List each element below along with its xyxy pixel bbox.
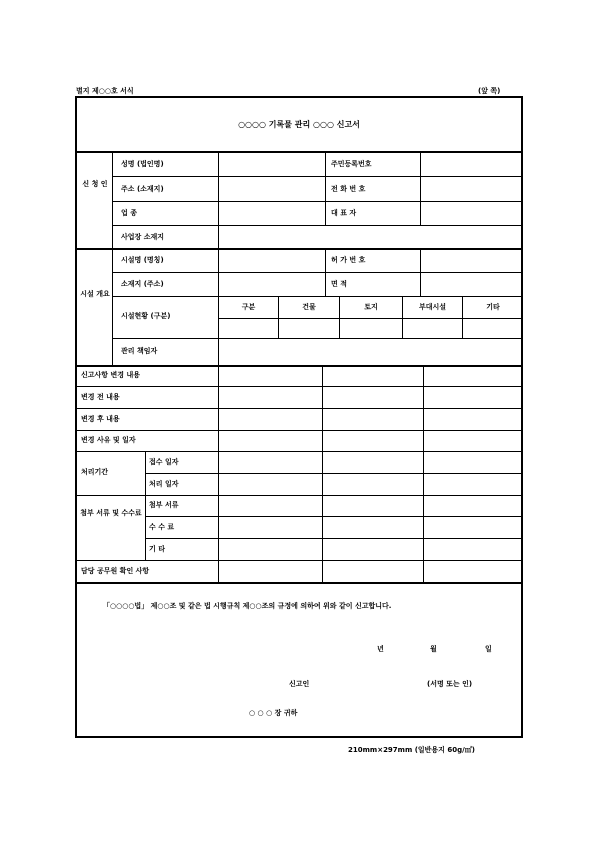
divider <box>77 495 523 496</box>
signature-field[interactable]: (서명 또는 인) <box>427 680 473 688</box>
divider <box>77 451 523 452</box>
facility-column-header: 토지 <box>364 303 378 311</box>
applicant-site-label: 사업장 소재지 <box>121 233 165 241</box>
divider <box>420 151 421 225</box>
facility-area-label: 면 적 <box>331 280 347 288</box>
facility-column-header: 구분 <box>241 303 256 311</box>
divider <box>325 151 326 225</box>
facility-manager-label: 관리 책임자 <box>121 347 158 355</box>
divider <box>77 408 523 409</box>
divider <box>402 296 403 338</box>
divider <box>77 582 523 584</box>
applicant-phone-label: 전 화 번 호 <box>331 185 366 193</box>
divider <box>112 151 113 365</box>
row-label: 변경 전 내용 <box>81 393 120 401</box>
group-label: 첨부 서류 및 수수료 <box>80 509 142 517</box>
form-number: 별지 제○○호 서식 <box>76 87 134 95</box>
group-item-label: 첨부 서류 <box>149 501 179 509</box>
signer-label: 신고인 <box>289 680 310 688</box>
page-indicator: (앞 쪽) <box>478 87 501 95</box>
divider <box>77 430 523 431</box>
date-day-label: 일 <box>485 645 492 653</box>
applicant-id-label: 주민등록번호 <box>331 160 372 168</box>
group-item-label: 기 타 <box>149 545 165 553</box>
facility-column-header: 기타 <box>486 303 500 311</box>
divider <box>420 248 421 296</box>
form-title <box>77 98 521 153</box>
divider <box>218 318 523 319</box>
facility-column-header: 건물 <box>302 303 316 311</box>
divider <box>77 560 523 561</box>
divider <box>325 248 326 296</box>
row-label: 담당 공무원 확인 사항 <box>81 567 150 575</box>
row-label: 변경 후 내용 <box>81 415 120 423</box>
paper-size-note: 210mm×297mm (일반용지 60g/㎡) <box>348 746 475 754</box>
divider <box>145 538 523 539</box>
divider <box>218 151 219 248</box>
applicant-section-label: 신 청 인 <box>82 180 108 188</box>
report-form <box>75 96 523 738</box>
facility-column-header: 부대시설 <box>418 303 447 311</box>
divider <box>145 451 146 560</box>
group-item-label: 처리 일자 <box>149 480 179 488</box>
date-month-label: 월 <box>430 645 437 653</box>
form-title-text: ○○○○ 기록물 관리 ○○○ 신고서 <box>238 120 360 129</box>
divider <box>339 296 340 338</box>
declaration-text: 「○○○○법」 제○○조 및 같은 법 시행규칙 제○○조의 규정에 의하여 위와 같이 신고합니다. <box>103 602 392 610</box>
divider <box>77 248 523 250</box>
applicant-name-label: 성명 (법인명) <box>121 160 164 168</box>
group-item-label: 수 수 료 <box>149 523 175 531</box>
group-item-label: 접수 일자 <box>149 458 179 466</box>
facility-permit-label: 허 가 번 호 <box>331 256 366 264</box>
facility-name-label: 시설명 (명칭) <box>121 256 164 264</box>
facility-status-label: 시설현황 (구분) <box>121 312 171 320</box>
facility-section-label: 시설 개요 <box>80 290 110 298</box>
divider <box>112 272 523 273</box>
divider <box>462 296 463 338</box>
divider <box>77 386 523 387</box>
group-label: 처리기간 <box>81 468 109 476</box>
recipient-label: ○ ○ ○ 장 귀하 <box>249 709 298 717</box>
divider <box>145 473 523 474</box>
divider <box>112 201 523 202</box>
applicant-business-label: 업 종 <box>121 209 137 217</box>
applicant-address-label: 주소 (소재지) <box>121 185 164 193</box>
divider <box>77 365 523 367</box>
applicant-rep-label: 대 표 자 <box>331 209 357 217</box>
divider <box>278 296 279 338</box>
facility-address-label: 소재지 (주소) <box>121 280 164 288</box>
row-label: 변경 사유 및 일자 <box>81 436 136 444</box>
divider <box>112 338 523 339</box>
row-label: 신고사항 변경 내용 <box>81 371 140 379</box>
divider <box>145 516 523 517</box>
divider <box>112 225 523 226</box>
divider <box>112 176 523 177</box>
date-year-label: 년 <box>377 645 384 653</box>
